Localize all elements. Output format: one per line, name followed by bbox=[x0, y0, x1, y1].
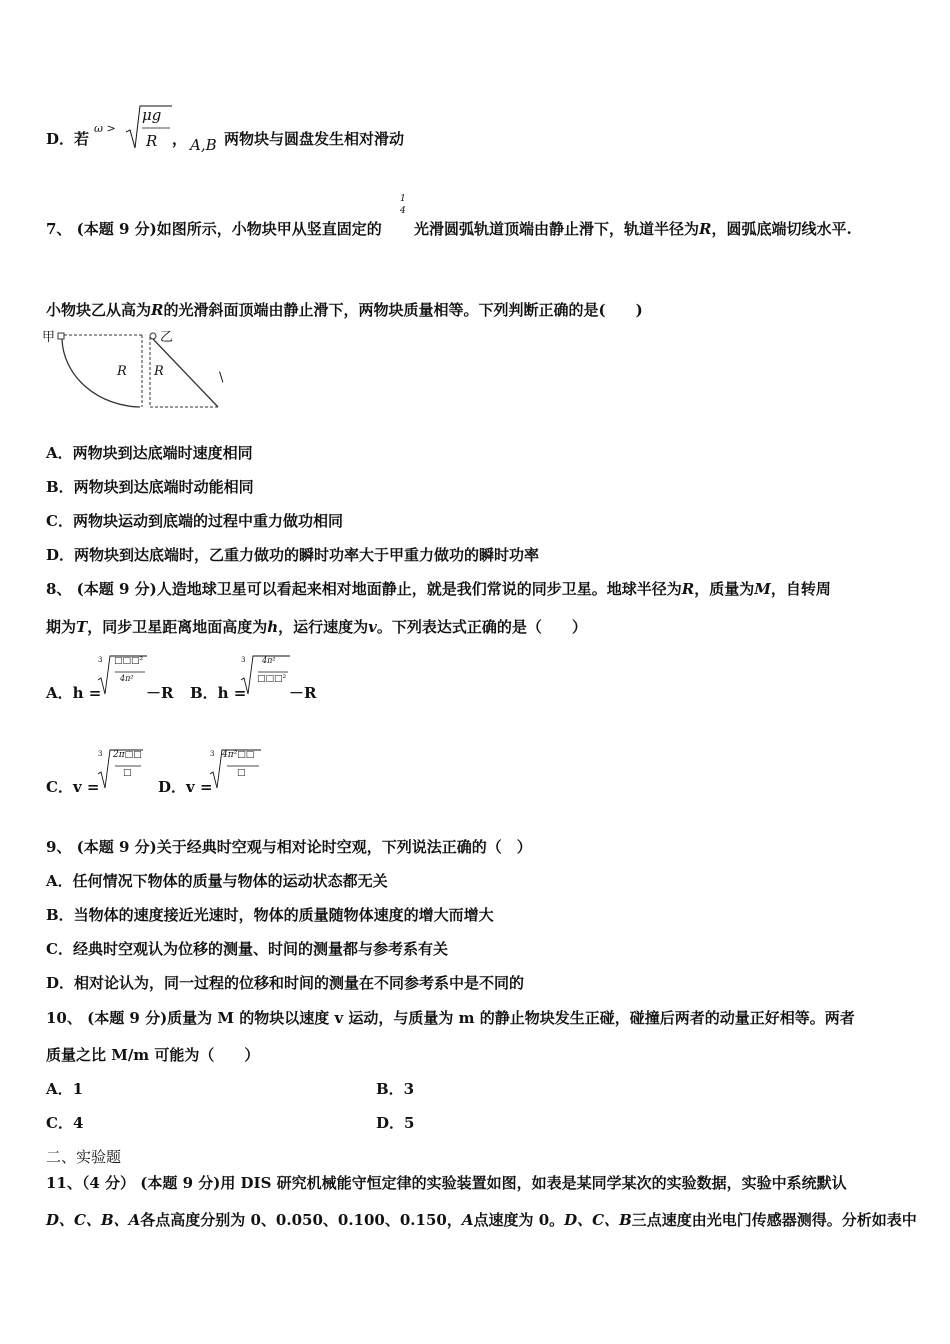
q8-opt-a-label: A．h = bbox=[46, 684, 102, 702]
q7-stem-line1 bbox=[46, 218, 382, 239]
q8-line2-mid: ，同步卫星距离地面高度为 bbox=[87, 618, 268, 636]
q10-option-c: C．4 bbox=[46, 1114, 84, 1132]
q6-d-den: R bbox=[146, 132, 158, 150]
q8-line1-pre: 8、 (本题 9 分)人造地球卫星可以看起来相对地面静止，就是我们常说的同步卫星。地球半径为 bbox=[46, 580, 682, 598]
q9-stem: 9、 (本题 9 分)关于经典时空观与相对论时空观，下列说法正确的（ ） bbox=[46, 838, 532, 856]
q8-opt-d-index: 3 bbox=[210, 750, 215, 758]
q11-a: A bbox=[461, 1211, 474, 1229]
q7-option-c: C．两物块运动到底端的过程中重力做功相同 bbox=[46, 512, 343, 530]
q8-opt-d-label: D．v = bbox=[158, 778, 213, 796]
q6-d-omega: ω > bbox=[94, 122, 116, 135]
q7-line1-rest bbox=[414, 218, 852, 239]
q7-frac-den: 4 bbox=[400, 206, 406, 216]
q7-figure bbox=[40, 325, 240, 413]
q8-opt-a-den: 4π² bbox=[120, 674, 134, 683]
stray-mark: \ bbox=[219, 370, 224, 385]
label-r-incline: R bbox=[154, 364, 164, 379]
q8-line2-end: 。下列表达式正确的是（ ） bbox=[376, 618, 587, 636]
q10-option-b: B．3 bbox=[376, 1080, 415, 1098]
q9-option-a: A．任何情况下物体的质量与物体的运动状态都无关 bbox=[46, 872, 388, 890]
block-jia bbox=[58, 333, 64, 339]
q7-option-a: A．两物块到达底端时速度相同 bbox=[46, 444, 253, 462]
q8-h: h bbox=[267, 618, 279, 636]
q9-option-b: B．当物体的速度接近光速时，物体的质量随物体速度的增大而增大 bbox=[46, 906, 494, 924]
q8-opt-c-den: □ bbox=[123, 768, 132, 778]
q11-line2-end: 三点速度由光电门传感器测得。分析如表中 bbox=[631, 1211, 917, 1229]
q10-stem-line2: 质量之比 M/m 可能为（ ） bbox=[46, 1046, 260, 1064]
q8-opt-d-den: □ bbox=[237, 768, 246, 778]
q10-option-d: D．5 bbox=[376, 1114, 415, 1132]
q7-frac-num: 1 bbox=[400, 194, 406, 204]
q8-stem-line1 bbox=[46, 578, 831, 599]
q7-option-d: D．两物块到达底端时，乙重力做功的瞬时功率大于甲重力做功的瞬时功率 bbox=[46, 546, 540, 564]
q7-option-b: B．两物块到达底端时动能相同 bbox=[46, 478, 254, 496]
q8-opt-a-num: □□□² bbox=[114, 656, 144, 666]
q10-stem-line1: 10、 (本题 9 分)质量为 M 的物块以速度 v 运动，与质量为 m 的静止物块发生正碰，碰撞后两者的动量正好相等。两者 bbox=[46, 1009, 855, 1027]
q7-stem-line2 bbox=[46, 299, 643, 320]
q8-line2-pre: 期为 bbox=[46, 618, 77, 636]
q9-option-d: D．相对论认为，同一过程的位移和时间的测量在不同参考系中是不同的 bbox=[46, 974, 525, 992]
arc-track bbox=[62, 339, 140, 407]
q11-points2: D、C、B bbox=[564, 1211, 632, 1229]
section-title: 二、实验题 bbox=[46, 1148, 122, 1166]
q6-d-num: μg bbox=[142, 106, 162, 124]
q7-line1-post: 光滑圆弧轨道顶端由静止滑下，轨道半径为 bbox=[414, 220, 700, 238]
q8-opt-a-tail: －R bbox=[146, 684, 174, 702]
q8-opt-b-tail: －R bbox=[289, 684, 317, 702]
q6-d-vars: A,B bbox=[190, 136, 217, 154]
label-r-arc: R bbox=[117, 364, 127, 379]
q8-opt-c-label: C．v = bbox=[46, 778, 100, 796]
q8-t: T bbox=[76, 618, 88, 636]
q6-option-d bbox=[46, 128, 89, 149]
q7-r1: R bbox=[699, 220, 712, 238]
q7-r2: R bbox=[151, 301, 164, 319]
q11-stem-line1: 11、（4 分） (本题 9 分)用 DIS 研究机械能守恒定律的实验装置如图，如表是某同学某次的实验数据，实验中系统默认 bbox=[46, 1174, 847, 1192]
q8-opt-d-num: 4π²□□ bbox=[222, 750, 255, 760]
q8-opt-b-index: 3 bbox=[241, 656, 246, 664]
q11-line2-mid: 各点高度分别为 0、0.050、0.100、0.150， bbox=[140, 1211, 462, 1229]
q8-v: v bbox=[368, 618, 377, 636]
q8-line2-mid2: ，运行速度为 bbox=[278, 618, 369, 636]
q8-end1: ，自转周 bbox=[770, 580, 831, 598]
q8-opt-b-den: □□□² bbox=[257, 674, 287, 684]
q8-opt-b-num: 4π² bbox=[262, 656, 276, 665]
block-yi bbox=[150, 333, 156, 339]
q8-stem-line2 bbox=[46, 616, 587, 637]
q11-line2-mid2: 点速度为 0。 bbox=[473, 1211, 565, 1229]
q7-line1-end: ，圆弧底端切线水平. bbox=[711, 220, 852, 238]
q6-d-text: 两物块与圆盘发生相对滑动 bbox=[224, 130, 405, 148]
q8-opt-c-num: 2π□□ bbox=[113, 750, 142, 760]
q8-mid1: ，质量为 bbox=[694, 580, 755, 598]
label-yi: 乙 bbox=[160, 330, 174, 345]
q7-line2-pre: 小物块乙从高为 bbox=[46, 301, 152, 319]
label-jia: 甲 bbox=[42, 330, 56, 345]
q8-opt-b-label: B．h = bbox=[190, 684, 247, 702]
q6-d-condition bbox=[94, 118, 116, 136]
q8-opt-a-index: 3 bbox=[98, 656, 103, 664]
q7-line1-pre: 7、 (本题 9 分)如图所示，小物块甲从竖直固定的 bbox=[46, 220, 382, 238]
q8-opt-c-index: 3 bbox=[98, 750, 103, 758]
q11-points: D、C、B、A bbox=[46, 1211, 141, 1229]
q7-line2-post: 的光滑斜面顶端由静止滑下，两物块质量相等。下列判断正确的是( ) bbox=[163, 301, 643, 319]
q8-r: R bbox=[681, 580, 695, 598]
q11-stem-line2 bbox=[46, 1209, 917, 1230]
q8-m: M bbox=[754, 580, 771, 598]
q10-option-a: A．1 bbox=[46, 1080, 84, 1098]
q6-d-comma: ， bbox=[172, 130, 188, 148]
q9-option-c: C．经典时空观认为位移的测量、时间的测量都与参考系有关 bbox=[46, 940, 448, 958]
q7-quarter-fraction bbox=[400, 194, 406, 216]
q6-d-label: D．若 bbox=[46, 130, 90, 148]
